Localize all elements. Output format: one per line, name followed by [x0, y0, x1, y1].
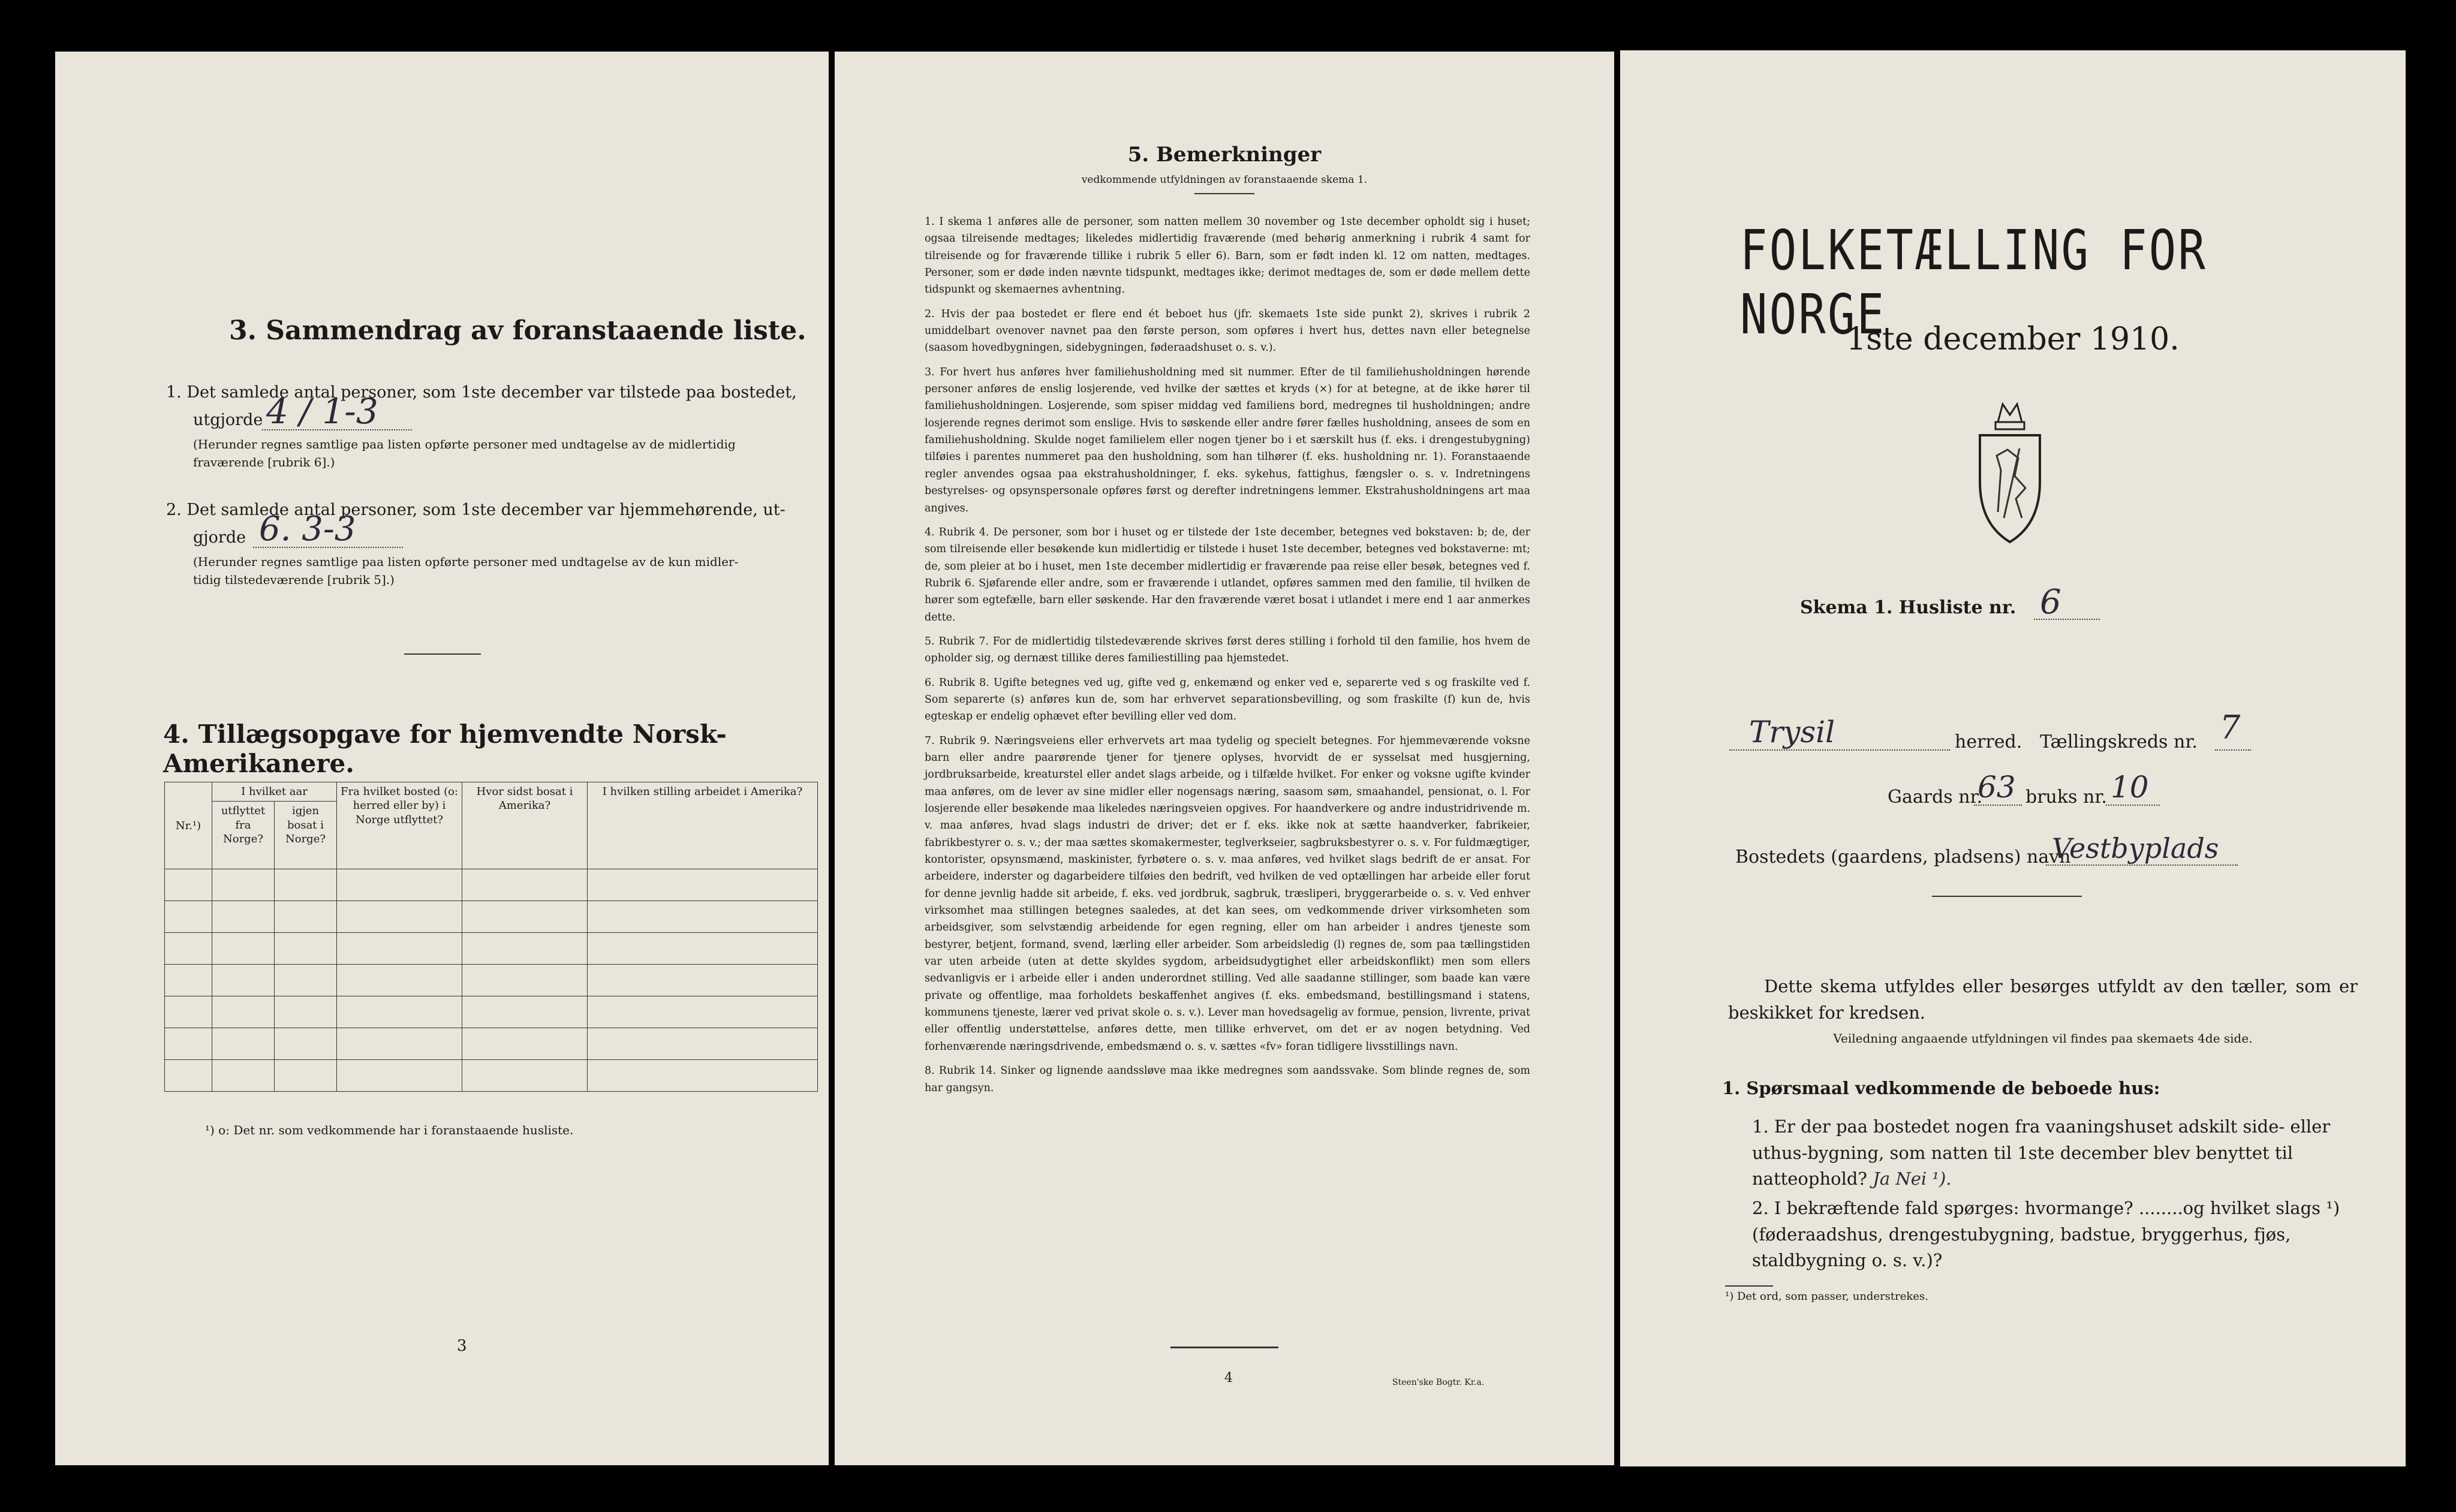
remark-3: 3. For hvert hus anføres hver familiehusholdning med sit nummer. Efter de til familiehusholdningen hørende personer anføres de enslig losjerende, ved hvilke der sættes et kryds (×) for at betegne, at de ikke hører til familiehusholdningen. Losjerende, som spiser middag ved familiens bord, medregnes til husholdningen; andre losjerende regnes derimot som enslige. Hvis to søskende eller andre fører fælles husholdning, ansees de som en familiehusholdning. Skulde noget familielem eller nogen tjener bo i et særskilt hus (f. eks. i drengestubygning) tilføies i parentes nummeret paa den husholdning, som han tilhører (f. eks. husholdning nr. 1). Foranstaaende regler anvendes ogsaa paa ekstrahusholdninger, f. eks. sykehus, fattighus, fængsler o. s. v. Indretningens bestyrelses- og opsynspersonale opføres først og derefter indretningens lemmer. Ekstrahusholdningens art maa angives. [925, 366, 1530, 514]
col-emigrated: utflyttet fra Norge? [212, 802, 275, 869]
item1-dotline [262, 429, 412, 430]
coat-of-arms-icon [1968, 398, 2052, 548]
herred-dotline [1729, 749, 1950, 751]
remark-4: 4. Rubrik 4. De personer, som bor i huset og er tilstede der 1ste december, betegnes ved bokstaven: b; de, der som tilreisende eller besøkende kun midlertidig er tilstede i huset 1ste december, betegnes ved bokstaverne: mt; de, som pleier at bo i huset, men 1ste december midlertidig er fraværende paa reise eller besøk, betegnes ved f. Rubrik 6. Sjøfarende eller andre, som er fraværende i utlandet, opføres sammen med den familie, til hvilken de hører som egtefælle, barn eller søskende. Har den fraværende været bosat i utlandet i mere end 1 aar anmerkes dette. [925, 526, 1530, 624]
table-cell [165, 965, 212, 996]
remarks-list [925, 213, 1530, 1104]
kreds-value: 7 [2220, 709, 2241, 746]
table-cell [165, 869, 212, 901]
page-number: 3 [457, 1337, 467, 1355]
divider [404, 653, 481, 655]
kreds-dotline [2215, 749, 2251, 751]
section4-title: 4. Tillægsopgave for hjemvendte Norsk-Amerikanere. [163, 719, 727, 778]
bruks-value: 10 [2111, 770, 2149, 805]
remark-7: 7. Rubrik 9. Næringsveiens eller erhvervets art maa tydelig og specielt betegnes. For hjemmeværende voksne barn eller andre paarørende tjener for tjenere oplyses, hvorvidt de er sysselsat med husgjerning, jordbruksarbeide, kreaturstel eller andet slags arbeide, og i tilfælde hvilket. For enker og voksne ugifte kvinder maa anføres, om de lever av sine midler eller nogensags næring, saasom søm, smaahandel, pensionat, o. l. For losjerende eller besøkende maa likeledes næringsveien opgives. For haandverkere og andre industridrivende m. v. maa anføres, hvad slags industri de driver; det er f. eks. ikke nok at sætte haandverker, fabrikeier, fabrikbestyrer o. s. v.; der maa sættes skomakermester, teglverkseier, sagbruksbestyrer o. s. v. For fuldmægtiger, kontorister, opsynsmænd, maskinister, fyrbøtere o. s. v. maa anføres, ved hvilket slags bedrift de er ansat. For arbeidere, inderster og dagarbeidere tilføies den bedrift, ved hvilken de ved optællingen har arbeide eller forut for denne jevnlig hadde sit arbeide, f. eks. ved jordbruk, sagbruk, træsliperi, bryggerarbeide o. s. v. Ved enhver virksomhet maa stillingen betegnes saaledes, at det kan sees, om vedkommende driver virksomheten som arbeidsgiver, som selvstændig arbeidende for egen regning, eller om han arbeider i andres tjeneste som bestyrer, betjent, formand, svend, lærling eller arbeider. Som arbeidsledig (l) regnes de, som paa tællingstiden var uten arbeide (uten at dette skyldes sygdom, arbeidsudygtighet eller arbeidskonflikt) men som ellers sedvanligvis er i arbeide eller i anden underordnet stilling. Ved alle saadanne stillinger, som baade kan være private og offentlige, maa forholdets beskaffenhet angives (f. eks. embedsmand, bestillingsmand i statens, kommunens tjeneste, lærer ved privat skole o. s. v.). Lever man hovedsagelig av formue, pension, livrente, privat eller offentlig understøttelse, anføres dette, men tillike erhvervet, om det er av nogen betydning. Ved forhenværende næringsdrivende, embedsmænd o. s. v. sættes «fv» foran tidligere livsstillings navn. [925, 734, 1530, 1053]
census-title: FOLKETÆLLING FOR NORGE [1740, 218, 2208, 347]
item2-value: 6. 3-3 [259, 510, 356, 549]
table-cell [165, 1060, 212, 1092]
remark-1: 1. I skema 1 anføres alle de personer, som natten mellem 30 november og 1ste december opholdt sig i huset; ogsaa tilreisende medtages; likeledes midlertidig fraværende (med behørig anmerkning i rubrik 4 samt for tilreisende og for fraværende tillike i rubrik 5 eller 6). Barn, som er født inden kl. 12 om natten, medtages. Personer, som er døde inden nævnte tidspunkt, medtages ikke; derimot medtages de, som er døde mellem dette tidspunkt og skemaernes avhentning. [925, 216, 1530, 296]
remark-6: 6. Rubrik 8. Ugifte betegnes ved ug, gifte ved g, enkemænd og enker ved e, separerte ved s og fraskilte ved f. Som separerte (s) anføres kun de, som har erhvervet separationsbevilling, og som fraskilte (f) kun de, hvis egteskap er endelig ophævet efter bevilling eller ved dom. [925, 676, 1530, 723]
col-nr: Nr.¹) [165, 782, 212, 869]
herred-label: herred. [1955, 731, 2022, 752]
item1-prefix: utgjorde [193, 411, 263, 429]
question-1-answer: Ja Nei ¹). [1873, 1168, 1952, 1189]
table-cell [165, 1028, 212, 1060]
col-where: Hvor sidst bosat i Amerika? [462, 782, 588, 869]
page-number: 4 [1224, 1371, 1233, 1386]
bosted-dotline [2046, 865, 2238, 866]
bruks-dotline [2106, 805, 2160, 806]
table-cell [165, 996, 212, 1028]
item1-text: 1. Det samlede antal personer, som 1ste december var tilstede paa bostedet, [166, 383, 797, 402]
item2-text: 2. Det samlede antal personer, som 1ste december var hjemmehørende, ut- [166, 501, 785, 519]
herred-value: Trysil [1749, 715, 1835, 749]
page-right [1620, 50, 2406, 1466]
gaards-dotline [1974, 805, 2022, 806]
bosted-label: Bostedets (gaardens, pladsens) navn [1735, 847, 2071, 868]
instruction-note: Veiledning angaaende utfyldningen vil findes paa skemaets 4de side. [1833, 1031, 2253, 1046]
section3-title: 3. Sammendrag av foranstaaende liste. [229, 315, 806, 346]
ornament-divider [1932, 896, 2082, 897]
remark-8: 8. Rubrik 14. Sinker og lignende aandssløve maa ikke medregnes som aandssvake. Som blinde regnes de, som har gangsyn. [925, 1065, 1530, 1094]
item2-dotline [253, 547, 403, 548]
census-date: 1ste december 1910. [1846, 321, 2180, 357]
col-job: I hvilken stilling arbeidet i Amerika? [588, 782, 818, 869]
table-cell [165, 901, 212, 933]
husliste-dotline [2034, 619, 2100, 620]
footnote: ¹) Det ord, som passer, understrekes. [1725, 1290, 1928, 1303]
page-left [55, 52, 829, 1465]
item2-note: (Herunder regnes samtlige paa listen opførte personer med undtagelse av de kun midler- tidig tilstedeværende [rubrik 5].) [193, 555, 739, 587]
item2-prefix: gjorde [193, 528, 246, 547]
kreds-label: Tællingskreds nr. [2040, 731, 2198, 752]
footnote: ¹) o: Det nr. som vedkommende har i foranstaaende husliste. [205, 1123, 574, 1137]
item1-note: (Herunder regnes samtlige paa listen opførte personer med undtagelse av de midlertidig fraværende [rubrik 6].) [193, 437, 736, 469]
question-1: 1. Er der paa bostedet nogen fra vaaningshuset adskilt side- eller uthus-bygning, som natten til 1ste december blev benyttet til natteophold? Ja Nei ¹). [1752, 1116, 2331, 1189]
item1-value: 4 / 1-3 [266, 391, 378, 432]
bruks-label: bruks nr. [2025, 787, 2107, 808]
question-header: 1. Spørsmaal vedkommende de beboede hus: [1722, 1078, 2160, 1098]
norsk-amerikanere-table [164, 782, 818, 1092]
gaards-value: 63 [1978, 770, 2016, 805]
skema-label: Skema 1. Husliste nr. [1800, 597, 2016, 618]
remarks-subtitle: vedkommende utfyldningen av foranstaaende skema 1. [1081, 174, 1368, 186]
title-divider [1194, 193, 1254, 194]
page-middle [835, 52, 1614, 1465]
printer-mark: Steen'ske Bogtr. Kr.a. [1392, 1378, 1485, 1387]
remarks-title: 5. Bemerkninger [1127, 143, 1322, 167]
bottom-divider [1170, 1347, 1278, 1348]
gaards-label: Gaards nr. [1888, 787, 1983, 808]
remark-5: 5. Rubrik 7. For de midlertidig tilstedeværende skrives først deres stilling i forhold til den familie, hos hvem de opholder sig, og dernæst tillike deres familiestilling paa hjemstedet. [925, 635, 1530, 665]
remark-2: 2. Hvis der paa bostedet er flere end ét beboet hus (jfr. skemaets 1ste side punkt 2), skrives i rubrik 2 umiddelbart ovenover navnet paa den første person, som opføres i hvert hus, dettes navn eller betegnelse (saasom hovedbygningen, sidebygningen, føderaadshuset o. s. v.). [925, 308, 1530, 354]
husliste-nr: 6 [2040, 583, 2061, 622]
table-cell [165, 933, 212, 965]
footnote-rule [1725, 1285, 1773, 1287]
col-from: Fra hvilket bosted (o: herred eller by) i Norge utflyttet? [337, 782, 462, 869]
col-year-group: I hvilket aar [212, 782, 337, 802]
question-2: 2. I bekræftende fald spørges: hvormange? ........og hvilket slags ¹) (føderaadshus, drengestubygning, badstue, bryggerhus, fjøs, staldbygning o. s. v.)? [1752, 1198, 2340, 1270]
bosted-value: Vestbyplads [2052, 832, 2219, 865]
col-returned: igjen bosat i Norge? [275, 802, 337, 869]
instruction-text: Dette skema utfyldes eller besørges utfyldt av den tæller, som er beskikket for kredsen. [1728, 976, 2358, 1023]
